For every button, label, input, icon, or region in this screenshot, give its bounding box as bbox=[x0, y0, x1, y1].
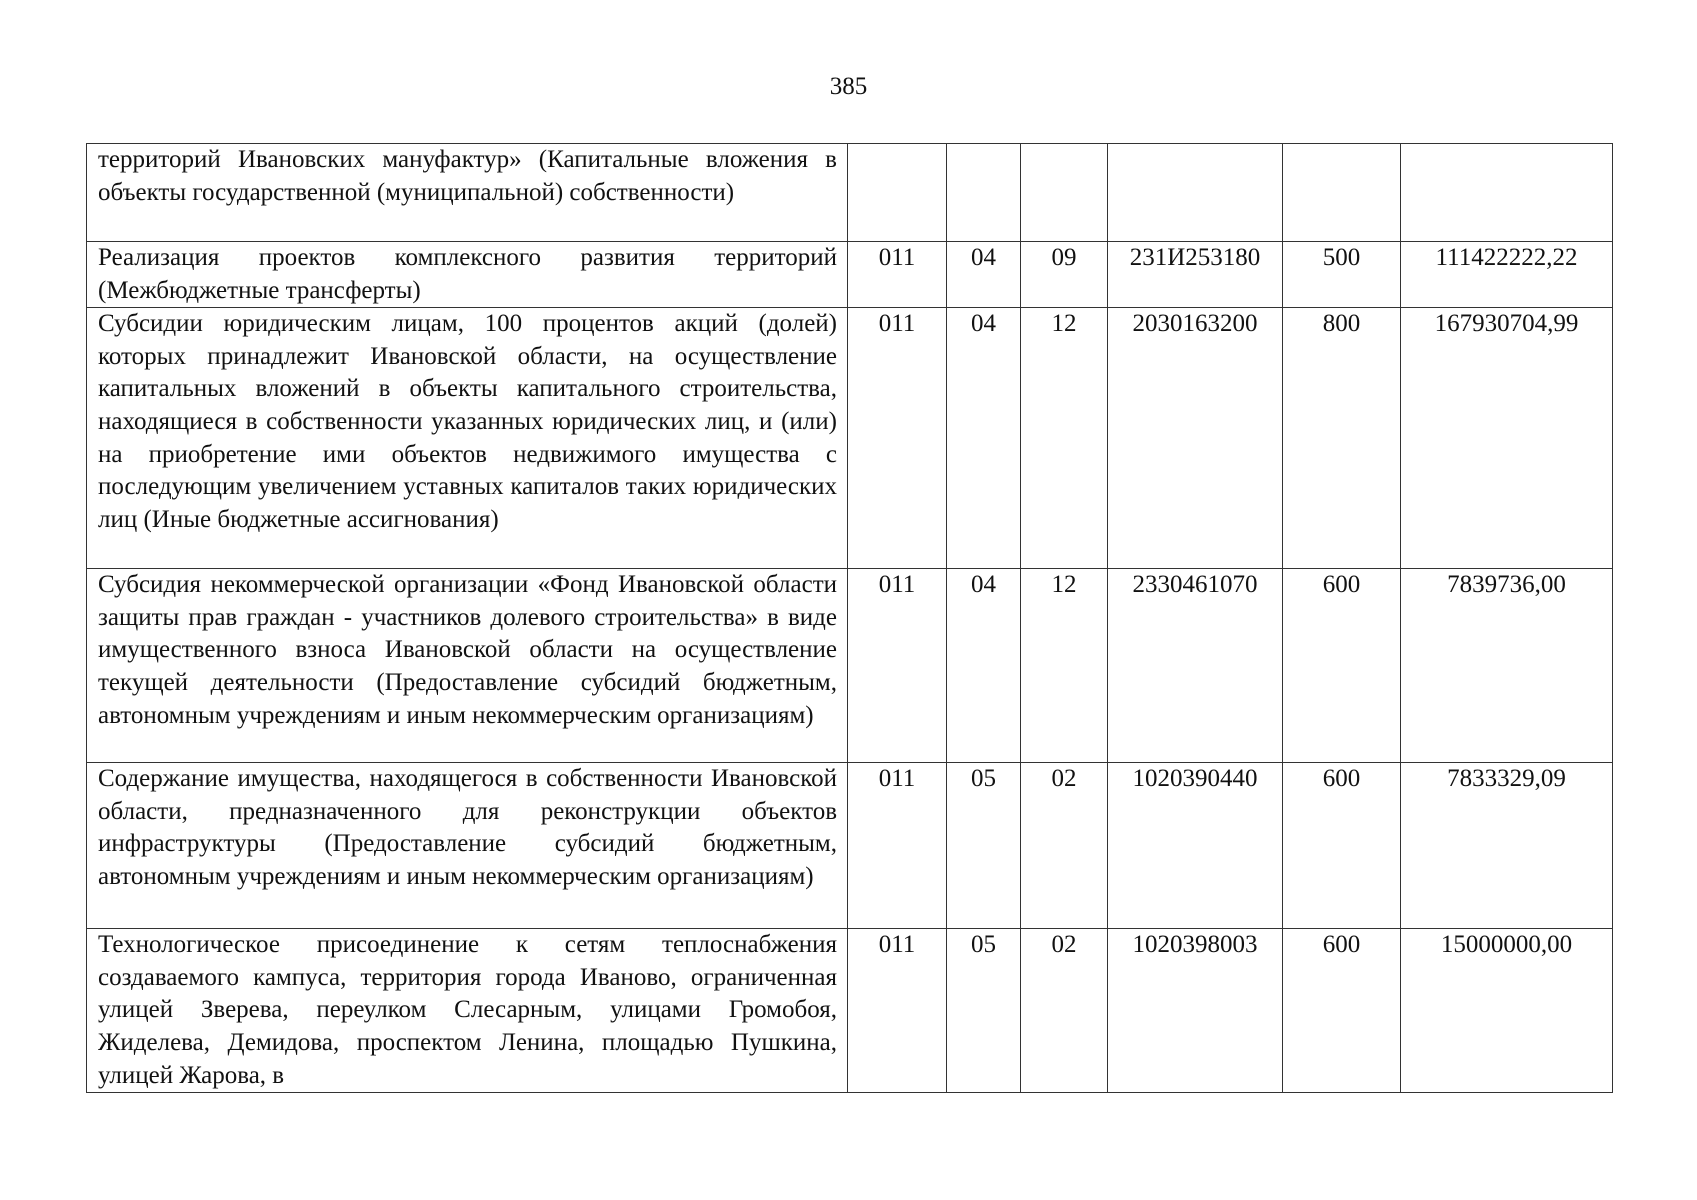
description-text: Реализация проектов комплексного развития территорий (Межбюджетные трансферты) bbox=[98, 244, 837, 304]
target-article-cell: 2030163200 bbox=[1108, 308, 1283, 569]
description-text: Субсидии юридическим лицам, 100 процентов акций (долей) которых принадлежит Ивановской области, на осуществление капитальных вложений в объекты капитального строительства, находящиеся в собственности указанных юридических лиц, и (или) на приобретение ими объектов недвижимого имущества с последующим увеличением уставных капиталов таких юридических лиц (Иные бюджетные ассигнования) bbox=[98, 310, 837, 533]
expense-type-cell bbox=[1283, 144, 1401, 242]
ministry-code-cell: 011 bbox=[848, 242, 947, 308]
amount-cell: 7833329,09 bbox=[1401, 763, 1613, 929]
description-text: Технологическое присоединение к сетям теплоснабжения создаваемого кампуса, территория города Иваново, ограниченная улицей Зверева, переулком Слесарным, улицами Громобоя, Жиделева, Демидова, проспектом Ленина, площадью Пушкина, улицей Жарова, в bbox=[98, 931, 837, 1089]
amount-cell: 15000000,00 bbox=[1401, 929, 1613, 1093]
section-code-cell: 04 bbox=[947, 569, 1021, 763]
target-article-cell: 1020398003 bbox=[1108, 929, 1283, 1093]
expense-type-cell: 600 bbox=[1283, 929, 1401, 1093]
amount-cell: 7839736,00 bbox=[1401, 569, 1613, 763]
section-code-cell: 04 bbox=[947, 308, 1021, 569]
section-code-cell: 05 bbox=[947, 763, 1021, 929]
description-cell bbox=[87, 242, 848, 308]
amount-cell bbox=[1401, 144, 1613, 242]
description-cell bbox=[87, 144, 848, 242]
expense-type-cell: 500 bbox=[1283, 242, 1401, 308]
amount-cell: 167930704,99 bbox=[1401, 308, 1613, 569]
description-cell bbox=[87, 569, 848, 763]
target-article-cell: 2330461070 bbox=[1108, 569, 1283, 763]
description-text: Субсидия некоммерческой организации «Фонд Ивановской области защиты прав граждан - участников долевого строительства» в виде имущественного взноса Ивановской области на осуществление текущей деятельности (Предоставление субсидий бюджетным, автономным учреждениям и иным некоммерческим организациям) bbox=[98, 571, 837, 729]
ministry-code-cell bbox=[848, 144, 947, 242]
subsection-code-cell bbox=[1021, 144, 1108, 242]
page-number: 385 bbox=[829, 73, 868, 100]
subsection-code-cell: 12 bbox=[1021, 308, 1108, 569]
description-cell bbox=[87, 308, 848, 569]
section-code-cell: 05 bbox=[947, 929, 1021, 1093]
ministry-code-cell: 011 bbox=[848, 569, 947, 763]
description-text: территорий Ивановских мануфактур» (Капитальные вложения в объекты государственной (муниципальной) собственности) bbox=[98, 146, 837, 206]
ministry-code-cell: 011 bbox=[848, 308, 947, 569]
target-article-cell: 1020390440 bbox=[1108, 763, 1283, 929]
expense-type-cell: 800 bbox=[1283, 308, 1401, 569]
expense-type-cell: 600 bbox=[1283, 569, 1401, 763]
description-cell bbox=[87, 929, 848, 1093]
section-code-cell bbox=[947, 144, 1021, 242]
subsection-code-cell: 02 bbox=[1021, 763, 1108, 929]
subsection-code-cell: 12 bbox=[1021, 569, 1108, 763]
table-row bbox=[87, 569, 1613, 763]
description-text: Содержание имущества, находящегося в собственности Ивановской области, предназначенного для реконструкции объектов инфраструктуры (Предоставление субсидий бюджетным, автономным учреждениям и иным некоммерческим организациям) bbox=[98, 765, 837, 890]
expense-type-cell: 600 bbox=[1283, 763, 1401, 929]
table-row bbox=[87, 763, 1613, 929]
target-article-cell bbox=[1108, 144, 1283, 242]
subsection-code-cell: 09 bbox=[1021, 242, 1108, 308]
table-row bbox=[87, 144, 1613, 242]
amount-cell: 111422222,22 bbox=[1401, 242, 1613, 308]
ministry-code-cell: 011 bbox=[848, 763, 947, 929]
section-code-cell: 04 bbox=[947, 242, 1021, 308]
target-article-cell: 231И253180 bbox=[1108, 242, 1283, 308]
subsection-code-cell: 02 bbox=[1021, 929, 1108, 1093]
ministry-code-cell: 011 bbox=[848, 929, 947, 1093]
table-row bbox=[87, 929, 1613, 1093]
table-row bbox=[87, 308, 1613, 569]
description-cell bbox=[87, 763, 848, 929]
table-row bbox=[87, 242, 1613, 308]
budget-table bbox=[86, 143, 1613, 1093]
